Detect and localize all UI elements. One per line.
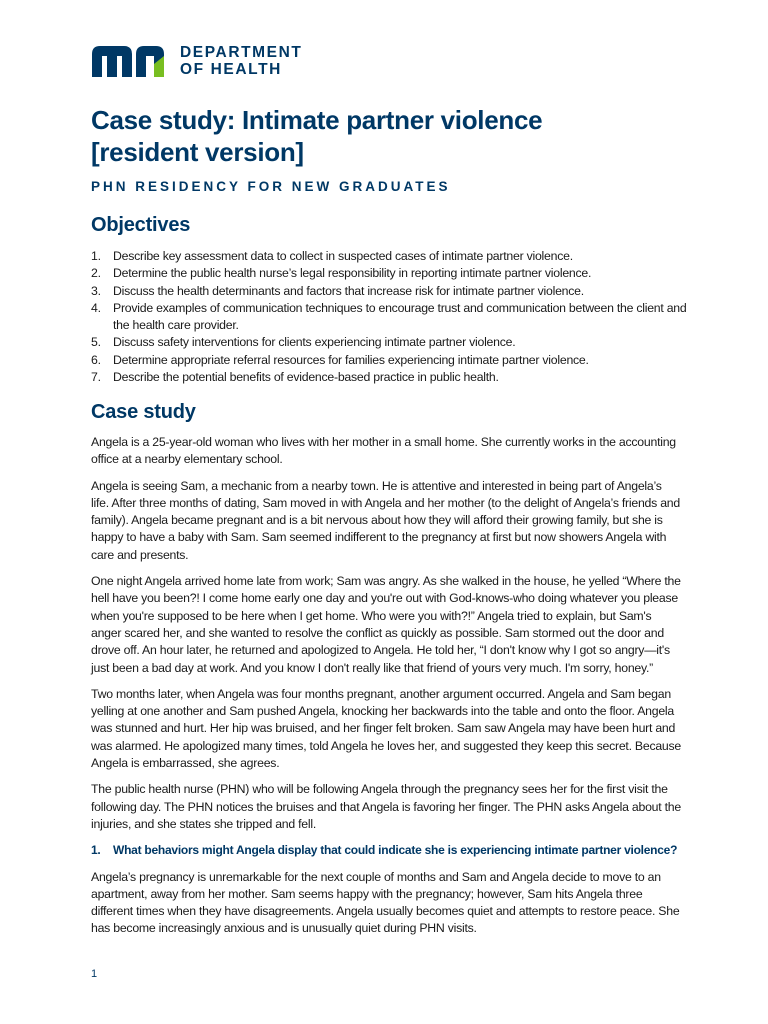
title-line-1: Case study: Intimate partner violence <box>91 105 543 135</box>
page-title <box>91 104 691 168</box>
title-line-2: [resident version] <box>91 137 304 167</box>
case-paragraph: Angela is seeing Sam, a mechanic from a nearby town. He is attentive and interested in being part of Angela’s life. After three months of dating, Sam moved in with Angela and her mother (to the delight of Angela’s friends and family). Angela became pregnant and is a bit nervous about how they will afford their growing family, but she is happy to have a baby with Sam. Sam seemed indifferent to the pregnancy at first but now showers Angela with care and presents. <box>91 478 680 562</box>
case-paragraph: The public health nurse (PHN) who will be following Angela through the pregnancy sees her for the first visit the following day. The PHN notices the bruises and that Angela is favoring her finger. The PHN asks Angela about the injuries, and she states she tripped and fell. <box>91 782 681 831</box>
objective-item: 7. Describe the potential benefits of evidence-based practice in public health. <box>91 370 499 385</box>
mdh-logo <box>90 44 303 78</box>
case-study-heading: Case study <box>91 401 196 423</box>
logo-text <box>180 44 303 78</box>
objective-item: 3. Discuss the health determinants and factors that increase risk for intimate partner violence. <box>91 283 584 298</box>
case-paragraph: Two months later, when Angela was four months pregnant, another argument occurred. Angela and Sam began yelling at one another and Sam pushed Angela, knocking her backwards into the table and onto the floor. Angela was stunned and hurt. Her hip was bruised, and her finger felt broken. Sam saw Angela may have been hurt and was alarmed. He apologized many times, told Angela he loves her, and suggested they keep this secret. Because Angela is embarrassed, she agrees. <box>91 686 682 771</box>
objective-item: 4. Provide examples of communication techniques to encourage trust and communication between the client and the health care provider. <box>91 300 687 333</box>
objectives-list <box>91 248 691 386</box>
discussion-question: 1. What behaviors might Angela display that could indicate she is experiencing intimate partner violence? <box>91 843 678 858</box>
page-subtitle: PHN RESIDENCY FOR NEW GRADUATES <box>91 179 451 194</box>
case-paragraph: One night Angela arrived home late from work; Sam was angry. As she walked in the house, he yelled “Where the hell have you been?! I come home early one day and you're out with God-knows-who doing whatever you please when you're supposed to be here when I get home. Who were you with?!” Angela tried to explain, but Sam's anger scared her, and she wanted to resolve the conflict as quickly as possible. Sam stormed out the door and drove off. An hour later, he returned and apologized to Angela. He told her, “I don't know why I got so angry—it's just been a bad day at work. And you know I don't really like that friend of yours very much. I'm sorry, honey.” <box>91 574 681 675</box>
case-study-body <box>91 434 681 947</box>
logo-line-2: OF HEALTH <box>180 61 282 78</box>
mn-logo-icon <box>90 44 168 78</box>
objective-item: 6. Determine appropriate referral resources for families experiencing intimate partner violence. <box>91 352 589 367</box>
case-paragraph: Angela’s pregnancy is unremarkable for the next couple of months and Sam and Angela decide to move to an apartment, away from her mother. Sam seems happy with the pregnancy; however, Sam hits Angela three different times when they have disagreements. Angela usually becomes quiet and attempts to restore peace. She has become increasingly anxious and is unusually quiet during PHN visits. <box>91 869 680 936</box>
objective-item: 2. Determine the public health nurse’s legal responsibility in reporting intimate partner violence. <box>91 266 592 281</box>
case-paragraph: Angela is a 25-year-old woman who lives with her mother in a small home. She currently works in the accounting office at a nearby elementary school. <box>91 435 676 467</box>
objective-item: 5. Discuss safety interventions for clients experiencing intimate partner violence. <box>91 335 516 350</box>
objectives-heading: Objectives <box>91 214 191 236</box>
page-number: 1 <box>91 968 98 980</box>
objective-item: 1. Describe key assessment data to collect in suspected cases of intimate partner violence. <box>91 249 573 263</box>
logo-line-1: DEPARTMENT <box>180 44 303 61</box>
